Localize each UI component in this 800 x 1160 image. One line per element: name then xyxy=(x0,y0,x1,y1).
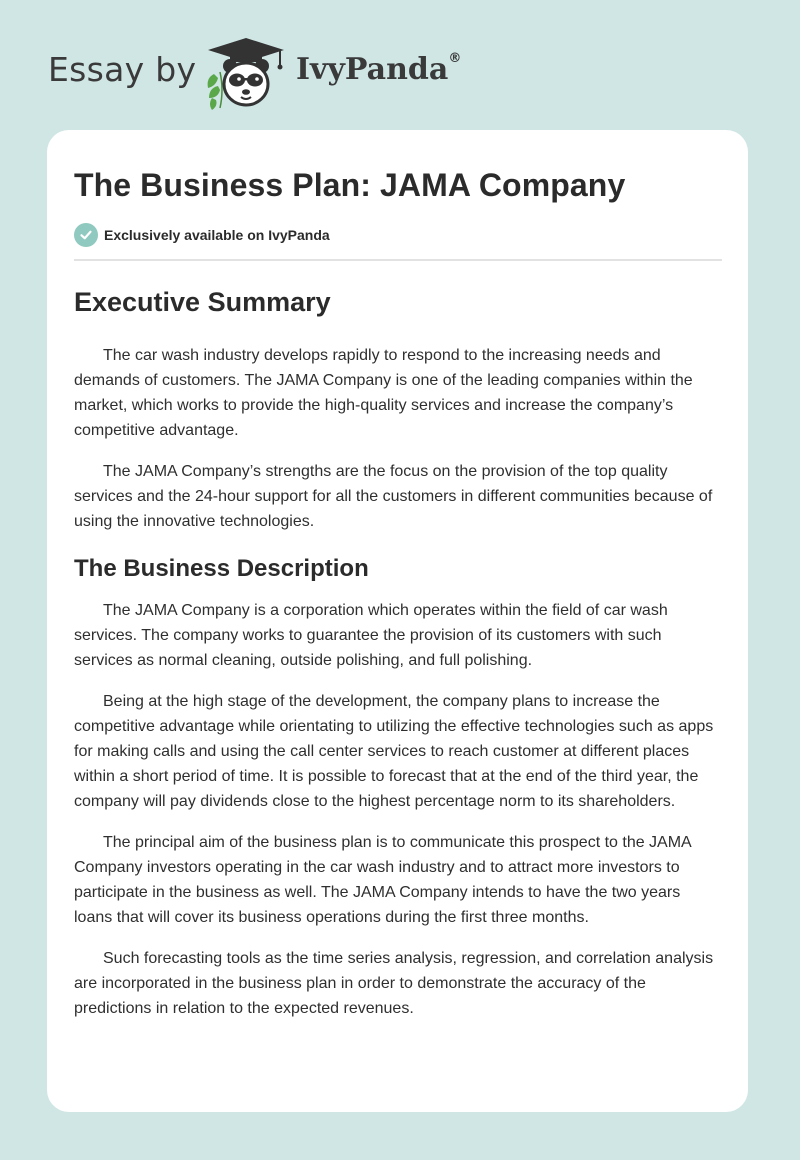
title-divider xyxy=(74,259,722,261)
panda-graduate-icon[interactable] xyxy=(200,36,292,110)
paragraph: Being at the high stage of the development, the company plans to increase the competitive advantage while orientating to utilizing the effective technologies such as apps for making calls and using the call center services to reach customer at different places within a short period of time. It is possible to forecast that at the end of the third year, the company will pay dividends close to the highest percentage norm to its shareholders. xyxy=(74,693,714,810)
section-heading-executive-summary: Executive Summary xyxy=(74,287,331,317)
exclusive-badge-text: Exclusively available on IvyPanda xyxy=(104,227,330,243)
paragraph: The JAMA Company’s strengths are the focus on the provision of the top quality services and the 24-hour support for all the customers in different communities because of using the innovative technologies. xyxy=(74,463,713,530)
exclusive-badge xyxy=(74,222,722,248)
section-heading-business-description: The Business Description xyxy=(74,555,369,582)
essay-card xyxy=(47,130,748,1112)
brand-logo-text[interactable]: IvyPanda® xyxy=(296,51,462,87)
page-title: The Business Plan: JAMA Company xyxy=(74,167,626,203)
check-circle-icon xyxy=(74,223,98,247)
paragraph: The JAMA Company is a corporation which operates within the field of car wash services. The company works to guarantee the provision of its customers with such services as normal cleaning, outside polishing, and full polishing. xyxy=(74,602,668,669)
paragraph: The principal aim of the business plan is to communicate this prospect to the JAMA Company investors operating in the car wash industry and to attract more investors to participate in the business as well. The JAMA Company intends to have the two years loans that will cover its business operations during the first three months. xyxy=(74,834,691,926)
site-header xyxy=(0,0,800,130)
paragraph: Such forecasting tools as the time series analysis, regression, and correlation analysis are incorporated in the business plan in order to demonstrate the accuracy of the predictions in relation to the expected revenues. xyxy=(74,950,714,1017)
paragraph: The car wash industry develops rapidly to respond to the increasing needs and demands of customers. The JAMA Company is one of the leading companies within the market, which works to provide the high-quality services and increase the company’s competitive advantage. xyxy=(74,347,693,439)
essay-by-label: Essay by xyxy=(48,50,197,89)
